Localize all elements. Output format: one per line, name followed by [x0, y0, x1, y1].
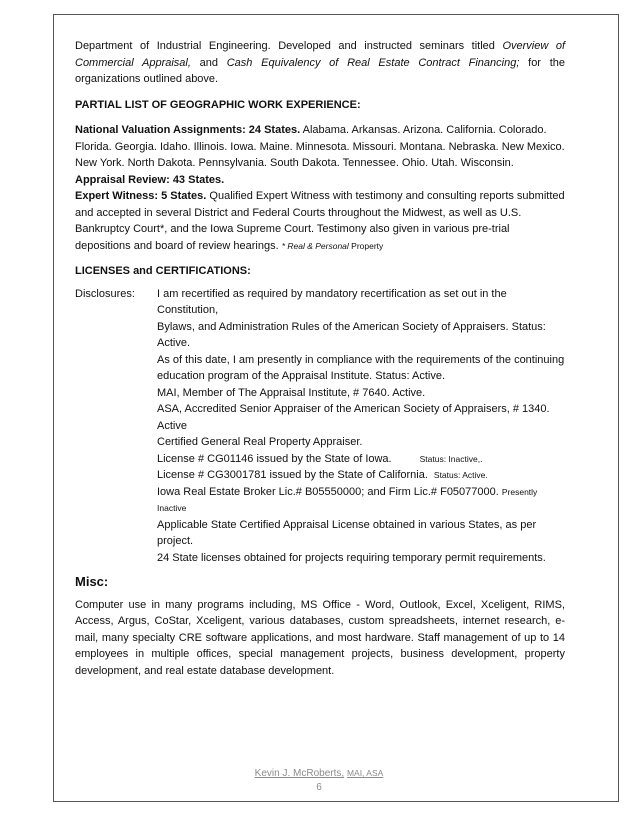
intro-paragraph	[75, 38, 565, 88]
national-valuation-label: National Valuation Assignments: 24 States.	[75, 124, 301, 136]
iowa-license: License # CG01146 issued by the State of Iowa.	[157, 452, 392, 465]
disclosure-line: I am recertified as required by mandatory recertification as set out in the Constitution,	[157, 287, 507, 316]
intro-text-end: for the organizations outlined above.	[75, 56, 565, 85]
licenses-heading: LICENSES and CERTIFICATIONS:	[75, 265, 251, 277]
disclosures-block	[75, 286, 565, 567]
footnote	[282, 241, 384, 251]
national-valuation-paragraph	[75, 122, 565, 172]
footnote-italic: * Real & Personal	[281, 240, 349, 251]
broker-license-status: Presently Inactive	[157, 486, 538, 513]
iowa-license-line	[157, 451, 565, 468]
broker-license: Iowa Real Estate Broker Lic.# B05550000; and Firm Lic.# F05077000.	[157, 485, 499, 498]
intro-text-mid: and	[190, 56, 227, 69]
california-license: License # CG3001781 issued by the State of California.	[157, 469, 428, 481]
page-footer	[0, 766, 638, 795]
footnote-text: Property	[348, 240, 384, 251]
footer-name: Kevin J. McRoberts,	[254, 768, 345, 779]
disclosure-line: 24 State licenses obtained for projects requiring temporary permit requirements.	[157, 551, 546, 564]
iowa-license-status: Status: Inactive,.	[419, 453, 483, 464]
disclosure-line: Certified General Real Property Appraiser.	[157, 436, 363, 448]
footer-author	[0, 766, 638, 781]
disclosures-label: Disclosures:	[75, 287, 135, 300]
expert-witness-paragraph	[75, 188, 565, 254]
resume-content	[75, 38, 565, 679]
expert-witness-text: Qualified Expert Witness with testimony and consulting reports submitted and accepted in several District and Federal Courts throughout the Midwest, as well as U.S. Bankruptcy Court*, and the Iowa Supreme Court. Testimony also given in various pre-trial depositions and board of review hearings.	[75, 190, 565, 252]
intro-text-start: Department of Industrial Engineering. Developed and instructed seminars titled	[75, 40, 503, 52]
disclosure-line: ASA, Accredited Senior Appraiser of the American Society of Appraisers, # 1340. Active	[157, 403, 550, 432]
disclosure-line: MAI, Member of The Appraisal Institute, # 7640. Active.	[157, 386, 426, 399]
seminar-title-2: Cash Equivalency of Real Estate Contract Financing;	[226, 56, 520, 69]
disclosure-line: As of this date, I am presently in compliance with the requirements of the continuing	[157, 353, 565, 366]
california-license-status: Status: Active.	[433, 470, 488, 480]
misc-paragraph: Computer use in many programs including, MS Office - Word, Outlook, Excel, Xceligent, RIMS, Access, Argus, CoStar, Xceligent, various databases, custom spreadsheets, internet research, e-mail, many specialty CRE software applications, and most hardware. Staff management of up to 14 employees in multiple offices, special management projects, business development, property development, and real estate database development.	[75, 598, 565, 677]
seminar-title-1: Overview of Commercial Appraisal,	[75, 40, 565, 69]
appraisal-review: Appraisal Review: 43 States.	[75, 173, 225, 186]
national-valuation-states: Alabama. Arkansas. Arizona. California. Colorado. Florida. Georgia. Idaho. Illinois. Iowa. Maine. Minnesota. Missouri. Montana. Nebraska. New Mexico. New York. North Dakota. Pennsylvania. South Dakota. Tennessee. Ohio. Utah. Wisconsin.	[75, 124, 565, 169]
geographic-heading: PARTIAL LIST OF GEOGRAPHIC WORK EXPERIENCE:	[75, 98, 361, 111]
disclosure-line: Applicable State Certified Appraisal License obtained in various States, as per project.	[157, 518, 537, 547]
disclosures-body	[157, 286, 565, 567]
california-license-line	[157, 467, 565, 484]
footer-credentials: MAI, ASA	[346, 768, 384, 778]
broker-license-line	[157, 484, 565, 517]
misc-heading: Misc:	[75, 574, 109, 589]
disclosure-line: education program of the Appraisal Institute. Status: Active.	[157, 370, 445, 382]
page-number: 6	[316, 782, 322, 793]
disclosure-line: Bylaws, and Administration Rules of the American Society of Appraisers. Status: Active.	[157, 320, 546, 349]
expert-witness-label: Expert Witness: 5 States.	[75, 190, 207, 202]
